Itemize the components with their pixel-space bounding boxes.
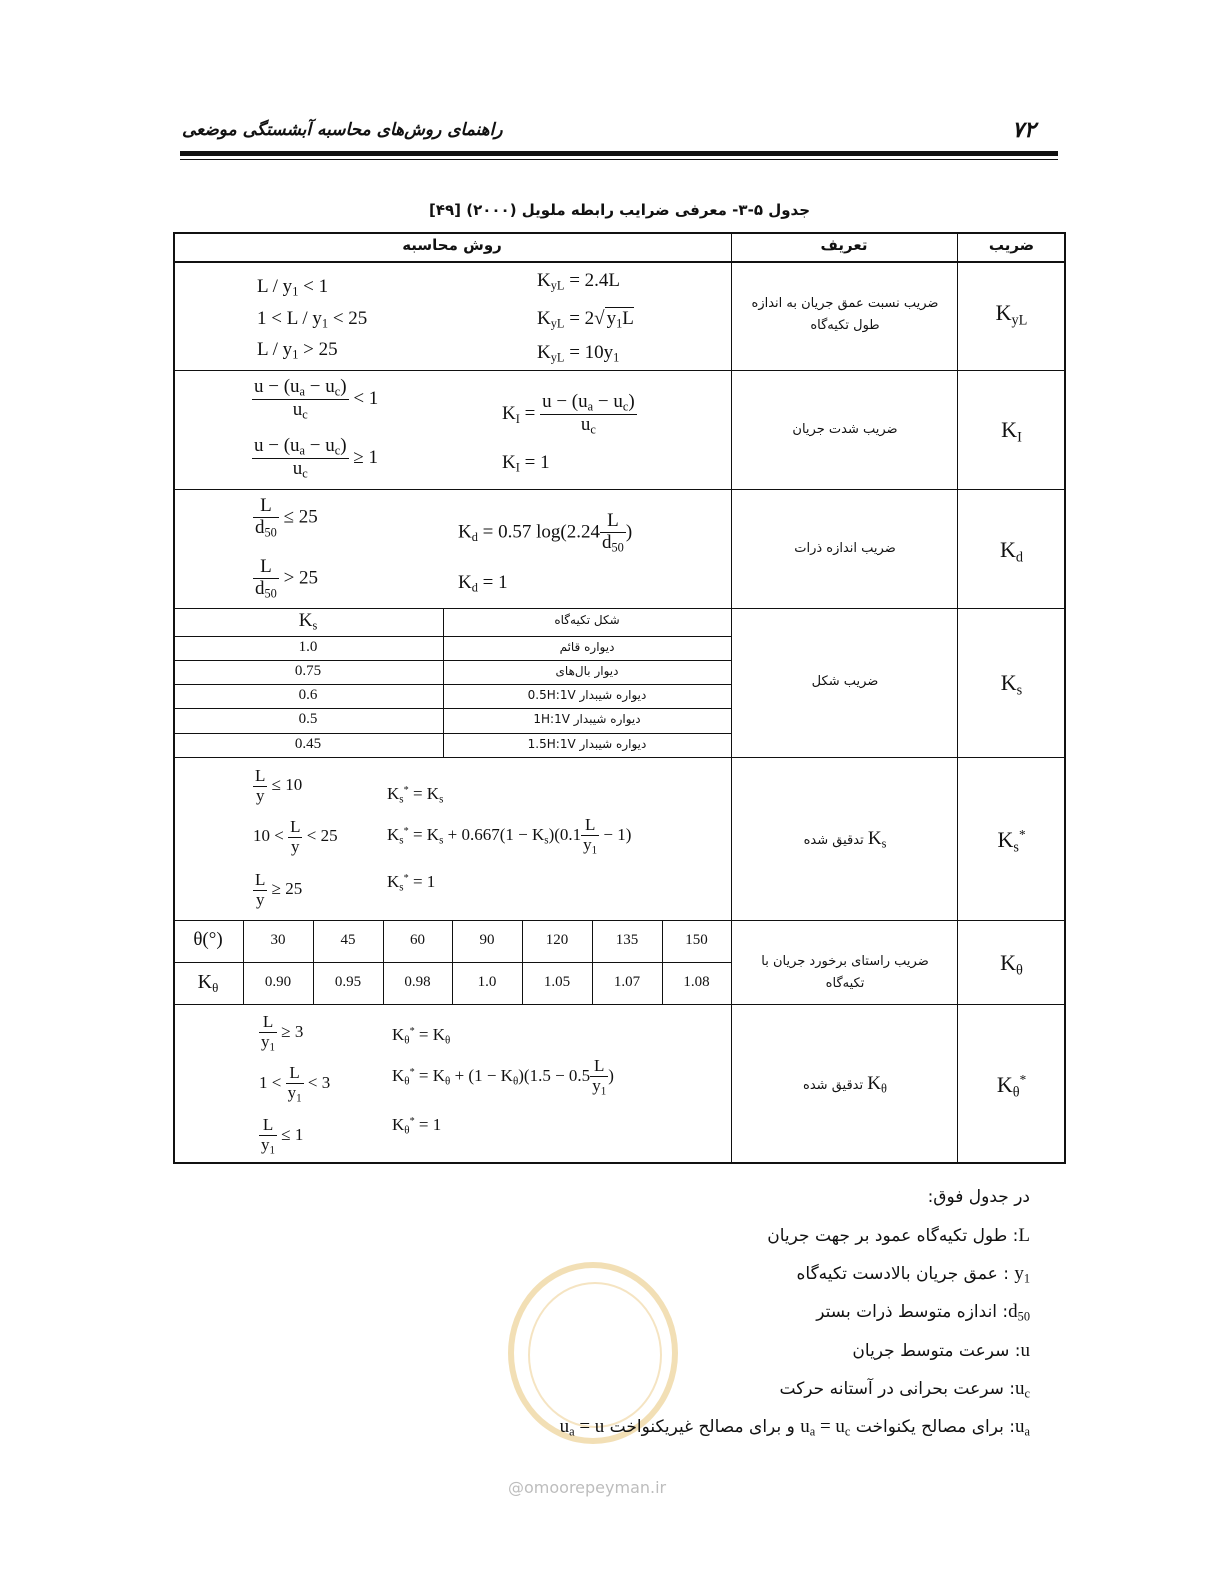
definition-ki: ضریب شدت جریان <box>792 422 898 437</box>
row-sep-6 <box>173 1004 1066 1005</box>
book-title: راهنمای روش‌های محاسبه آبشستگی موضعی <box>182 120 503 140</box>
ks-star-eq-1: $K_s^* = K_s$ <box>387 784 444 806</box>
notes-intro: در جدول فوق: <box>927 1187 1030 1207</box>
ktheta-value-2: 0.95 <box>334 974 362 990</box>
ktheta-star-eq-1: $K_\theta^* = K_\theta$ <box>392 1025 451 1047</box>
ktheta-star-cond-1: $\frac{L}{y_1}$ ≥ 3 <box>261 1012 304 1053</box>
ktheta-angle-3: 60 <box>410 932 425 948</box>
ks-value-2: 0.75 <box>294 663 322 679</box>
ktheta-value-7: 1.08 <box>683 974 710 990</box>
symbol-kyl: $K_{yL}$ <box>995 300 1028 329</box>
ks-value-4: 0.5 <box>298 711 318 727</box>
definition-kd: ضریب اندازه ذرات <box>794 541 896 556</box>
kd-cond-2: $\frac{L}{d_{50}}$ > 25 <box>255 556 319 601</box>
header-method: روش محاسبه <box>402 236 502 254</box>
definition-ks: ضریب شکل <box>811 674 879 689</box>
ks-shape-5: دیواره شیبدار 1.5H:1V <box>527 737 647 751</box>
kyl-eq-2: $K_{yL} = 2√$ $y_1L$ <box>537 308 634 331</box>
header-definition: تعریف <box>820 236 868 254</box>
ktheta-star-cond-3: $\frac{L}{y_1}$ ≤ 1 <box>261 1115 304 1156</box>
definition-ktheta-star: $K_\theta$ تدقیق شده <box>803 1073 887 1096</box>
ks-star-cond-1: $\frac{L}{y}$ ≤ 10 <box>255 766 303 805</box>
ks-inner-sep-0 <box>173 636 731 637</box>
symbol-ki: $K_I$ <box>1001 417 1022 446</box>
definition-ks-star: $K_s$ تدقیق شده <box>803 828 887 851</box>
ks-shape-2: دیوار بال‌های <box>555 664 619 678</box>
row-sep-5 <box>173 920 1066 921</box>
note-L: L: طول تکیه‌گاه عمود بر جهت جریان <box>767 1225 1030 1246</box>
ks-inner-col-sep <box>443 608 444 757</box>
ks-inner-sep-2 <box>173 684 731 685</box>
ktheta-value-3: 0.98 <box>404 974 431 990</box>
note-ua: $u_a$: برای مصالح یکنواخت $u_a = u_c$ و برای مصالح غیریکنواخت $u_a = u$ <box>559 1416 1030 1439</box>
kd-eq-2: $K_d = 1$ <box>458 572 508 595</box>
table-caption: جدول ۵-۳- معرفی ضرایب رابطه ملویل (۲۰۰۰) [۴۹] <box>428 201 811 219</box>
ktheta-angle-6: 135 <box>615 932 639 948</box>
kyl-eq-3: $K_{yL} = 10y_1$ <box>537 342 620 365</box>
ki-cond-1: $\frac{u - (u_a - u_c)}{u_c}$ < 1 <box>254 376 379 422</box>
ks-inner-sep-3 <box>173 708 731 709</box>
ktheta-angle-2: 45 <box>340 932 356 948</box>
ktheta-star-eq-3: $K_\theta^* = 1$ <box>392 1115 442 1137</box>
ktheta-theta-label: θ(°) <box>193 929 223 950</box>
ki-cond-2: $\frac{u - (u_a - u_c)}{u_c}$ ≥ 1 <box>254 435 378 481</box>
kyl-cond-1: $L / y_1 < 1$ <box>257 276 329 299</box>
row-sep-4 <box>173 757 1066 758</box>
ktheta-value-4: 1.0 <box>477 974 497 990</box>
ktheta-star-cond-2: 1 < $\frac{L}{y_1}$ < 3 <box>259 1063 331 1104</box>
ktheta-angle-4: 90 <box>479 932 495 948</box>
ki-eq-2: $K_I = 1$ <box>502 452 550 475</box>
ks-inner-sep-1 <box>173 660 731 661</box>
note-y1: $y_1$ : عمق جریان بالادست تکیه‌گاه <box>796 1263 1030 1286</box>
kd-cond-1: $\frac{L}{d_{50}}$ ≤ 25 <box>255 495 318 540</box>
ks-shape-4: دیواره شیبدار 1H:1V <box>533 712 641 726</box>
header-row-sep <box>173 261 1066 263</box>
header-coefficient: ضریب <box>988 236 1035 254</box>
header-rule-thick <box>180 151 1058 156</box>
ks-value-3: 0.6 <box>298 687 318 703</box>
ktheta-value-1: 0.90 <box>264 974 292 990</box>
ktheta-k-label: $K_\theta$ <box>197 971 219 995</box>
note-uc: $u_c$: سرعت بحرانی در آستانه حرکت <box>779 1378 1030 1401</box>
ktheta-value-5: 1.05 <box>543 974 571 990</box>
ktheta-angle-1: 30 <box>270 932 286 948</box>
ks-value-1: 1.0 <box>298 639 318 655</box>
ki-eq-1: $K_I$ = $\frac{u - (u_a - u_c)}{u_c}$ <box>502 391 635 437</box>
watermark-text: @omoorepeyman.ir <box>508 1478 667 1497</box>
ks-star-cond-2: 10 < $\frac{L}{y}$ < 25 <box>253 817 338 856</box>
ks-inner-header-value: $K_s$ <box>298 610 318 633</box>
header-rule-thin <box>180 159 1058 160</box>
row-sep-1 <box>173 370 1066 371</box>
page-number: ۷۲ <box>1012 118 1036 143</box>
definition-kyl: ضریب نسبت عمق جریان به اندازه طول تکیه‌گاه <box>751 296 939 333</box>
symbol-kd: $K_d$ <box>999 537 1024 566</box>
ktheta-star-eq-2: $K_\theta^* = K_\theta + (1 - K_\theta)(1.5 - 0.5$ $\frac{L}{y_1}$ ) <box>392 1056 614 1097</box>
row-sep-2 <box>173 489 1066 490</box>
row-sep-3 <box>173 608 1066 609</box>
ks-star-eq-3: $K_s^* = 1$ <box>387 872 436 894</box>
col-sep-definition <box>731 232 732 1164</box>
kd-eq-1: $K_d = 0.57$ log(2.24 $\frac{L}{d_{50}}$ ) <box>458 510 633 555</box>
ks-shape-1: دیواره قائم <box>559 640 615 654</box>
note-u: u: سرعت متوسط جریان <box>852 1340 1030 1361</box>
ks-star-eq-2: $K_s^* = K_s + 0.667(1 - K_s)(0.1$ $\frac{L}{y_1}$ − 1) <box>387 815 632 856</box>
symbol-ktheta-star: $K_\theta^*$ <box>996 1072 1027 1101</box>
kyl-cond-2: $1 < L / y_1 < 25$ <box>257 308 368 331</box>
ks-value-5: 0.45 <box>294 736 322 752</box>
symbol-ks: $K_s$ <box>1000 670 1023 699</box>
definition-ktheta: ضریب راستای برخورد جریان با تکیه‌گاه <box>761 954 929 991</box>
symbol-ks-star: $K_s^*$ <box>997 827 1026 856</box>
kyl-eq-1: $K_{yL} = 2.4L$ <box>537 270 621 293</box>
note-d50: $d_{50}$: اندازه متوسط ذرات بستر <box>816 1301 1030 1324</box>
ks-inner-sep-4 <box>173 733 731 734</box>
ktheta-angle-5: 120 <box>545 932 569 948</box>
kyl-cond-3: $L / y_1 > 25$ <box>257 339 338 362</box>
ks-star-cond-3: $\frac{L}{y}$ ≥ 25 <box>255 870 303 909</box>
ktheta-angle-7: 150 <box>685 932 708 948</box>
ks-shape-3: دیواره شیبدار 0.5H:1V <box>527 688 647 702</box>
ktheta-value-6: 1.07 <box>613 974 641 990</box>
ks-inner-header-shape: شکل تکیه‌گاه <box>554 613 620 627</box>
symbol-ktheta: $K_\theta$ <box>1000 950 1023 979</box>
